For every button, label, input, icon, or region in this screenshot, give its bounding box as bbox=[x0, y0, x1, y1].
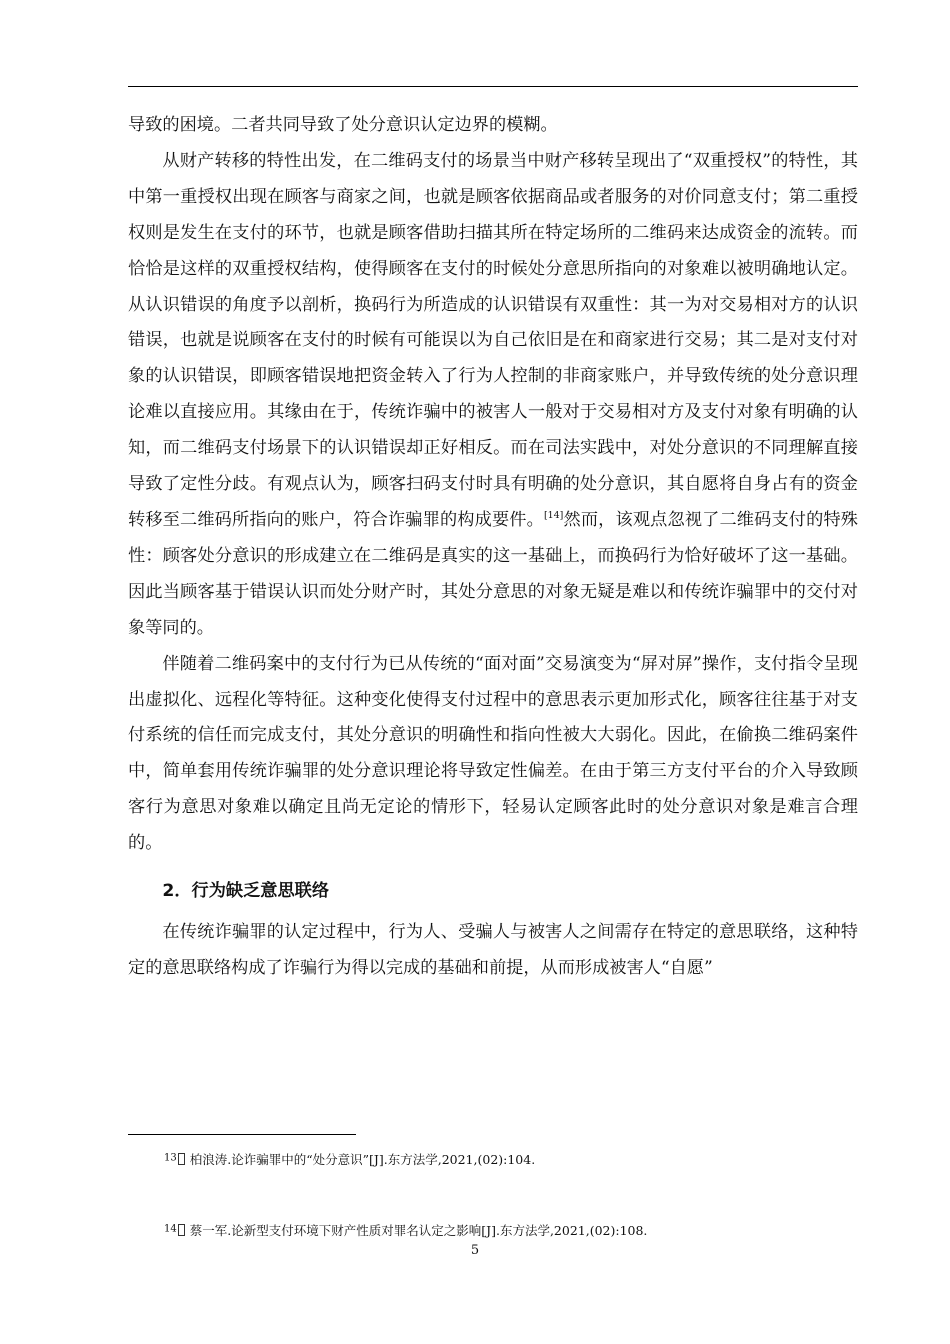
paragraph-text: 然而，该观点忽视了二维码支付的特殊性：顾客处分意识的形成建立在二维码是真实的这一基础上，而换码行为恰好破坏了这一基础。因此当顾客基于错误认识而处分财产时，其处分意思的对象无疑是难以和传统诈骗罪中的交付对象等同的。 bbox=[128, 509, 858, 638]
placeholder-box-icon bbox=[178, 1153, 185, 1165]
paragraph-double-authorization bbox=[128, 144, 858, 647]
footnote-number: 13 bbox=[164, 1152, 177, 1164]
citation-marker: [14] bbox=[543, 509, 564, 521]
paragraph-screen-payment: 伴随着二维码案中的支付行为已从传统的“面对面”交易演变为“屏对屏”操作，支付指令呈现出虚拟化、远程化等特征。这种变化使得支付过程中的意思表示更加形式化，顾客往往基于对支付系统的信任而完成支付，其处分意识的明确性和指向性被大大弱化。因此，在偷换二维码案件中，简单套用传统诈骗罪的处分意识理论将导致定性偏差。在由于第三方支付平台的介入导致顾客行为意思对象难以确定且尚无定论的情形下，轻易认定顾客此时的处分意识对象是难言合理的。 bbox=[128, 653, 858, 854]
placeholder-box-icon bbox=[178, 1224, 185, 1236]
body-text bbox=[128, 108, 858, 987]
footnote bbox=[164, 1223, 647, 1239]
footnote-rule bbox=[128, 1134, 356, 1135]
footnote-text: 蔡一军.论新型支付环境下财产性质对罪名认定之影响[J].东方法学,2021,(02):108. bbox=[189, 1223, 648, 1238]
header-rule bbox=[128, 86, 858, 87]
page-number: 5 bbox=[470, 1243, 480, 1258]
footnote-text: 柏浪涛.论诈骗罪中的“处分意识”[J].东方法学,2021,(02):104. bbox=[189, 1152, 536, 1167]
paragraph-continuation: 导致的困境。二者共同导致了处分意识认定边界的模糊。 bbox=[128, 115, 558, 135]
footnote bbox=[164, 1152, 535, 1168]
footnote-number: 14 bbox=[164, 1223, 177, 1235]
paragraph-intent-link: 在传统诈骗罪的认定过程中，行为人、受骗人与被害人之间需存在特定的意思联络，这种特定的意思联络构成了诈骗行为得以完成的基础和前提，从而形成被害人“自愿” bbox=[128, 921, 858, 978]
section-heading: 2．行为缺乏意思联络 bbox=[162, 881, 330, 902]
paragraph-text: 从财产转移的特性出发，在二维码支付的场景当中财产移转呈现出了“双重授权”的特性，其中第一重授权出现在顾客与商家之间，也就是顾客依据商品或者服务的对价同意支付；第二重授权则是发生在支付的环节，也就是顾客借助扫描其所在特定场所的二维码来达成资金的流转。而恰恰是这样的双重授权结构，使得顾客在支付的时候处分意思所指向的对象难以被明确地认定。从认识错误的角度予以剖析，换码行为所造成的认识错误有双重性：其一为对交易相对方的认识错误，也就是说顾客在支付的时候有可能误以为自己依旧是在和商家进行交易；其二是对支付对象的认识错误，即顾客错误地把资金转入了行为人控制的非商家账户，并导致传统的处分意识理论难以直接应用。其缘由在于，传统诈骗中的被害人一般对于交易相对方及支付对象有明确的认知，而二维码支付场景下的认识错误却正好相反。而在司法实践中，对处分意识的不同理解直接导致了定性分歧。有观点认为，顾客扫码支付时具有明确的处分意识，其自愿将自身占有的资金转移至二维码所指向的账户，符合诈骗罪的构成要件。 bbox=[128, 150, 858, 530]
